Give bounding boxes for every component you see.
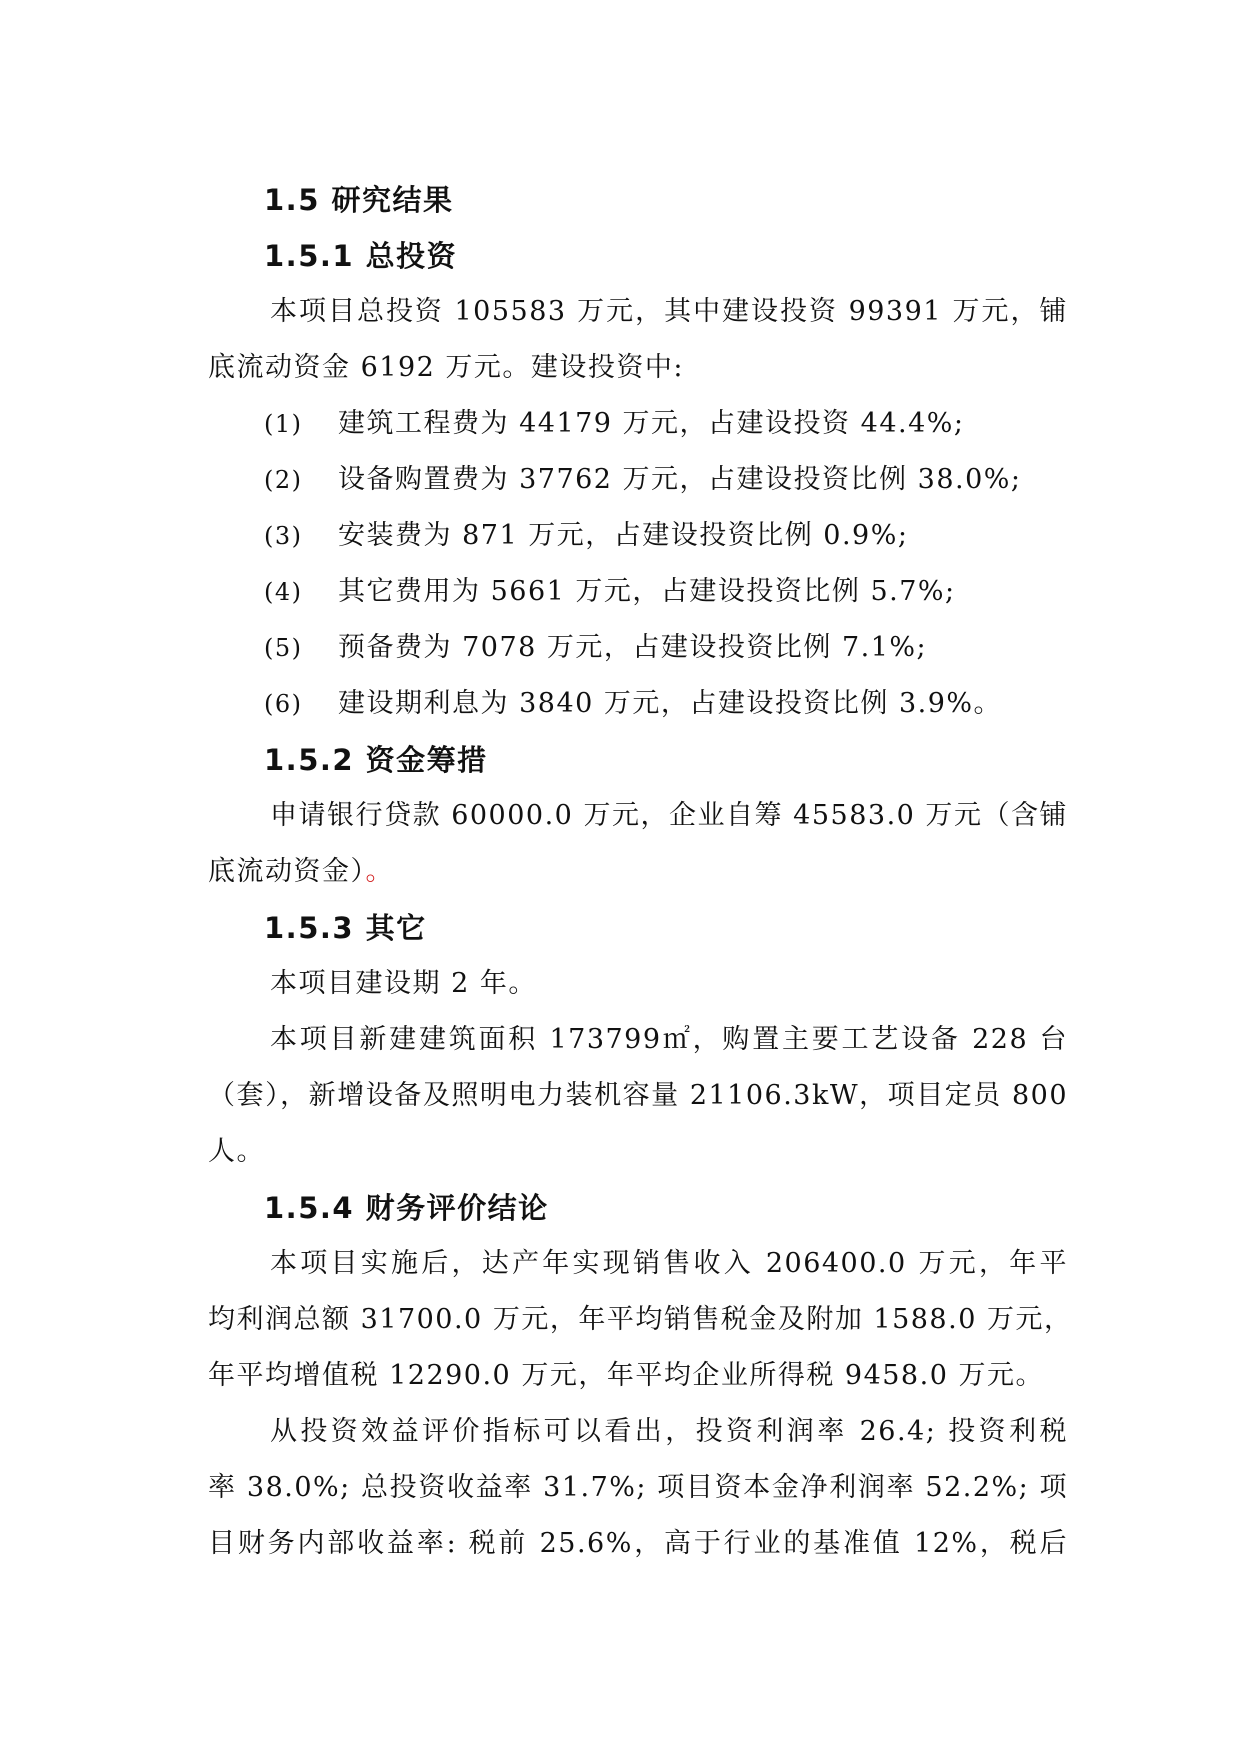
list-number: (5): [264, 634, 303, 662]
paragraph-line: 申请银行贷款 60000.0 万元，企业自筹 45583.0 万元（含铺: [270, 800, 1068, 831]
paragraph-line: 本项目建设期 2 年。: [270, 968, 537, 999]
list-number: (2): [264, 466, 303, 494]
list-text: 安装费为 871 万元，占建设投资比例 0.9%;: [338, 520, 909, 551]
list-item: [208, 620, 1068, 676]
section-heading-1-5-3: 1.5.3 其它: [264, 911, 427, 945]
list-number: (3): [264, 522, 303, 550]
paragraph-line: 目财务内部收益率: 税前 25.6%，高于行业的基准值 12%，税后: [208, 1528, 1068, 1559]
list-text: 建筑工程费为 44179 万元，占建设投资 44.4%;: [338, 408, 965, 439]
red-period-mark: 。: [365, 856, 394, 887]
list-text: 其它费用为 5661 万元，占建设投资比例 5.7%;: [338, 576, 956, 607]
list-number: (6): [264, 690, 303, 718]
section-heading-1-5: 1.5 研究结果: [264, 183, 454, 217]
paragraph-line: 底流动资金 6192 万元。建设投资中:: [208, 352, 684, 383]
list-item: [208, 564, 1068, 620]
list-number: (1): [264, 410, 303, 438]
paragraph-line: 均利润总额 31700.0 万元，年平均销售税金及附加 1588.0 万元，: [208, 1304, 1073, 1335]
list-text: 建设期利息为 3840 万元，占建设投资比例 3.9%。: [338, 688, 1003, 719]
paragraph-line: 本项目总投资 105583 万元，其中建设投资 99391 万元，铺: [270, 296, 1068, 327]
paragraph-line: 年平均增值税 12290.0 万元，年平均企业所得税 9458.0 万元。: [208, 1360, 1044, 1391]
list-item: [208, 452, 1068, 508]
paragraph-line: 本项目实施后，达产年实现销售收入 206400.0 万元，年平: [270, 1248, 1068, 1279]
list-item: [208, 508, 1068, 564]
section-heading-1-5-4: 1.5.4 财务评价结论: [264, 1191, 549, 1225]
list-number: (4): [264, 578, 303, 606]
paragraph-line: 率 38.0%; 总投资收益率 31.7%; 项目资本金净利润率 52.2%; 项: [208, 1472, 1068, 1503]
paragraph-text: 底流动资金）: [208, 856, 366, 887]
list-item: [208, 396, 1068, 452]
section-heading-1-5-2: 1.5.2 资金筹措: [264, 743, 488, 777]
paragraph-line: 本项目新建建筑面积 173799㎡，购置主要工艺设备 228 台: [270, 1024, 1068, 1055]
section-heading-1-5-1: 1.5.1 总投资: [264, 239, 458, 273]
paragraph-line: 从投资效益评价指标可以看出，投资利润率 26.4; 投资利税: [270, 1416, 1068, 1447]
paragraph-line: 人。: [208, 1136, 265, 1167]
list-item: [208, 676, 1068, 732]
list-text: 预备费为 7078 万元，占建设投资比例 7.1%;: [338, 632, 928, 663]
paragraph-line: [208, 844, 1068, 900]
paragraph-line: （套），新增设备及照明电力装机容量 21106.3kW，项目定员 800: [208, 1080, 1068, 1111]
document-body: [208, 172, 1073, 1572]
list-text: 设备购置费为 37762 万元，占建设投资比例 38.0%;: [338, 464, 1022, 495]
